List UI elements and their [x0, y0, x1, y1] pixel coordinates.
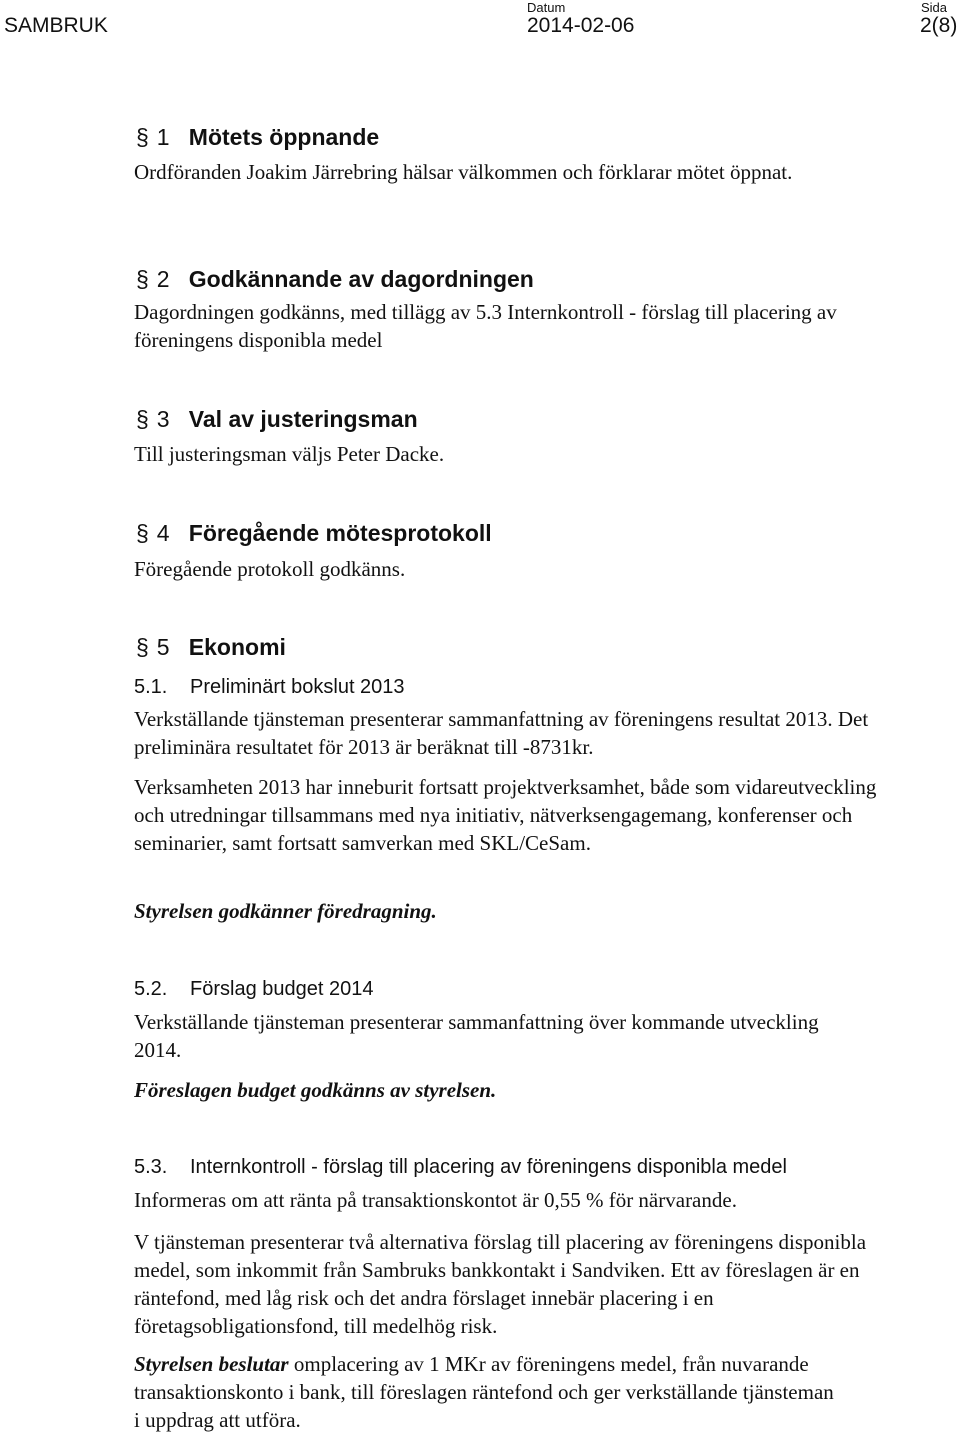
page-label: Sida	[921, 0, 948, 15]
section-3-text: Till justeringsman väljs Peter Dacke.	[134, 442, 445, 466]
section-number: 1	[156, 124, 170, 150]
section-heading-5	[134, 634, 286, 661]
paragraph-sign: §	[136, 124, 149, 150]
subsection-title: Preliminärt bokslut 2013	[190, 676, 405, 698]
section-4-text: Föregående protokoll godkänns.	[134, 557, 406, 581]
section-number: 4	[156, 520, 170, 546]
subsection-number: 5.1.	[134, 676, 168, 698]
page-header	[0, 0, 960, 40]
section-1-text: Ordföranden Joakim Järrebring hälsar välkommen och förklarar mötet öppnat.	[134, 160, 793, 184]
subsection-5-3-paragraph-1: Informeras om att ränta på transaktionskontot är 0,55 % för närvarande.	[134, 1188, 737, 1212]
subsection-5-1-paragraph-1: Verkställande tjänsteman presenterar sammanfattning av föreningens resultat 2013. Det preliminära resultatet för 2013 är beräknat till -8731kr.	[134, 707, 869, 759]
paragraph-sign: §	[136, 520, 149, 546]
subsection-5-2-decision: Föreslagen budget godkänns av styrelsen.	[134, 1078, 497, 1102]
section-title: Godkännande av dagordningen	[188, 266, 534, 292]
decision-lead: Styrelsen beslutar	[134, 1352, 289, 1376]
subsection-heading-5-1	[134, 676, 405, 699]
subsection-number: 5.2.	[134, 978, 168, 1000]
section-heading-1	[134, 124, 379, 151]
subsection-heading-5-2	[134, 978, 373, 1001]
subsection-5-3-paragraph-2: V tjänsteman presenterar två alternativa förslag till placering av föreningens disponibla medel, som inkommit från Sambruks bankkontakt i Sandviken. Ett av föreslagen är en räntefond, med låg risk och det andra förslaget innebär placering i en företagsobligationsfond, till medelhög risk.	[134, 1230, 867, 1338]
subsection-title: Internkontroll - förslag till placering av föreningens disponibla medel	[190, 1156, 787, 1178]
section-title: Val av justeringsman	[188, 406, 418, 432]
organization-name: SAMBRUK	[4, 14, 108, 37]
subsection-5-2-paragraph-1: Verkställande tjänsteman presenterar sammanfattning över kommande utveckling 2014.	[134, 1010, 819, 1062]
page-number: 2(8)	[920, 14, 958, 37]
subsection-heading-5-3	[134, 1156, 787, 1179]
subsection-5-3-decision	[134, 1350, 834, 1434]
section-heading-4	[134, 520, 492, 547]
section-2-text: Dagordningen godkänns, med tillägg av 5.3 Internkontroll - förslag till placering av föreningens disponibla medel	[134, 300, 837, 352]
paragraph-sign: §	[136, 266, 149, 292]
subsection-5-1-paragraph-2: Verksamheten 2013 har inneburit fortsatt projektverksamhet, både som vidareutveckling och utredningar tillsammans med nya initiativ, nätverksengagemang, konferenser och seminarier, samt fortsatt samverkan med SKL/CeSam.	[134, 775, 877, 855]
decision-rest: omplacering av 1 MKr av föreningens medel, från nuvarande transaktionskonto i bank, till föreslagen räntefond och ger verkställande tjänsteman i uppdrag att utföra.	[134, 1352, 834, 1432]
paragraph-sign: §	[136, 634, 149, 660]
section-number: 2	[156, 266, 170, 292]
subsection-5-1-decision: Styrelsen godkänner föredragning.	[134, 899, 437, 923]
subsection-title: Förslag budget 2014	[190, 978, 374, 1000]
section-number: 5	[156, 634, 170, 660]
date-value: 2014-02-06	[527, 14, 635, 37]
section-heading-2	[134, 266, 534, 293]
section-title: Föregående mötesprotokoll	[188, 520, 492, 546]
paragraph-sign: §	[136, 406, 149, 432]
section-title: Mötets öppnande	[188, 124, 380, 150]
section-heading-3	[134, 406, 418, 433]
section-title: Ekonomi	[188, 634, 286, 660]
section-number: 3	[156, 406, 170, 432]
subsection-number: 5.3.	[134, 1156, 168, 1178]
date-label: Datum	[527, 0, 566, 15]
